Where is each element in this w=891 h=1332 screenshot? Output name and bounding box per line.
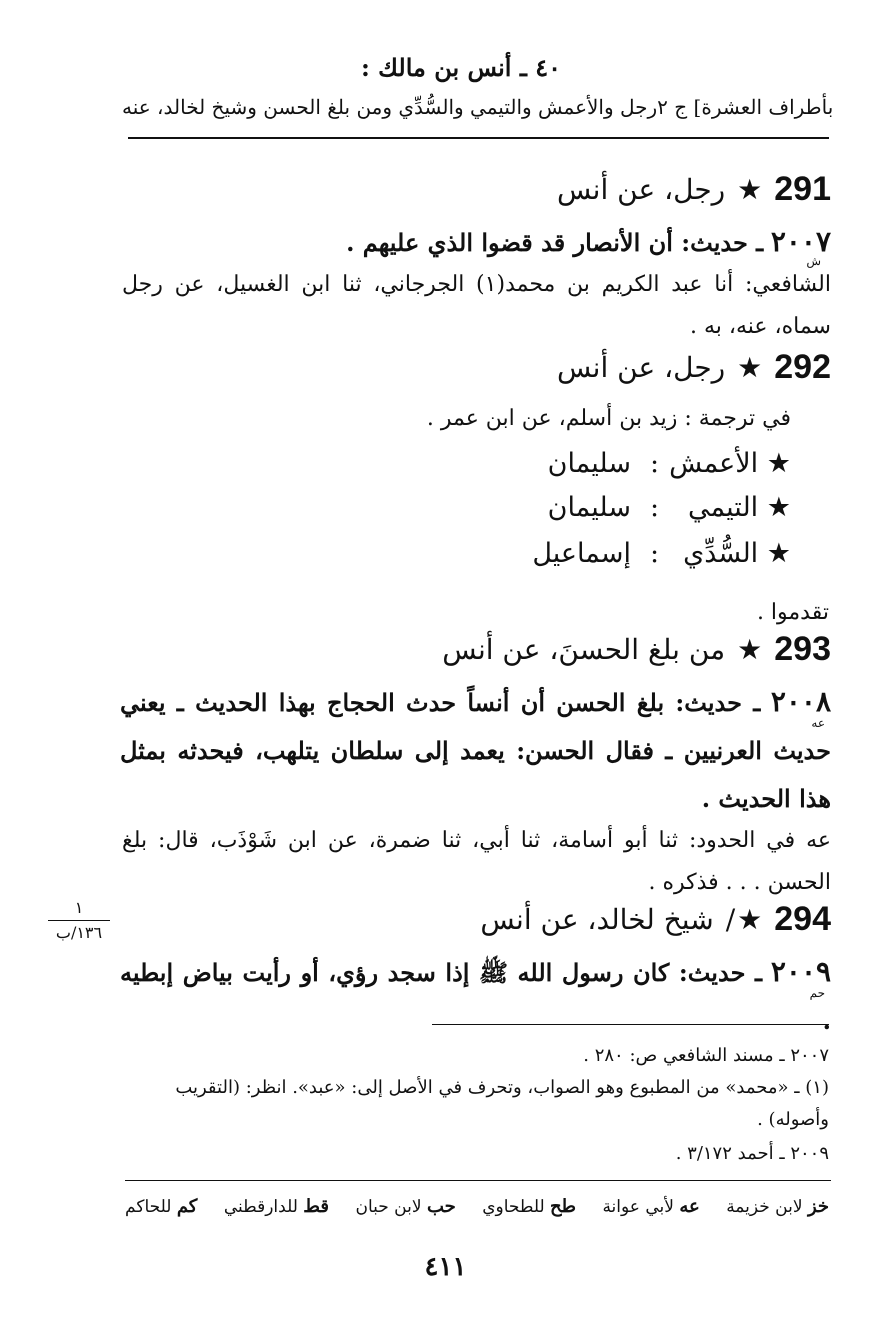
- hadith-text: [120, 948, 831, 1045]
- entry-number: 292: [774, 348, 831, 386]
- list-separator: :: [650, 448, 660, 479]
- abbreviation-item: [482, 1196, 576, 1217]
- list-target: إسماعيل: [532, 538, 631, 569]
- abbreviation-code: خز: [807, 1196, 829, 1217]
- folio-marker: /: [725, 903, 736, 936]
- abbreviation-name: لابن خزيمة: [726, 1197, 803, 1217]
- abbreviation-key: [125, 1196, 829, 1217]
- abbreviation-code: كم: [176, 1196, 198, 1217]
- star-icon: ★: [737, 633, 763, 666]
- abbreviation-item: [602, 1196, 699, 1217]
- abbreviation-item: [726, 1196, 829, 1217]
- star-icon: ★: [766, 448, 791, 479]
- list-item: [532, 538, 791, 569]
- isnad-paragraph: الشافعي: أنا عبد الكريم بن محمد(١) الجرجاني، ثنا ابن الغسيل، عن رجل سماه، عنه، به .: [122, 272, 831, 339]
- entry-title: من بلغ الحسنَ، عن أنس: [442, 633, 726, 666]
- entry-title: شيخ لخالد، عن أنس: [480, 903, 714, 936]
- abbreviation-name: لابن حبان: [355, 1197, 422, 1217]
- list-name: الأعمش: [669, 448, 759, 479]
- hadith-body: ـ حديث: كان رسول الله ﷺ إذا سجد رؤي، أو رأيت بياض إبطيه .: [120, 958, 831, 1035]
- star-icon: ★: [766, 492, 791, 523]
- folio-number: ١: [74, 898, 84, 917]
- source-siglum: حم: [809, 986, 825, 1000]
- list-item: [548, 492, 791, 523]
- list-target: سليمان: [547, 492, 631, 523]
- hadith-number: ٢٠٠٩: [770, 955, 832, 988]
- list-name: السُّدِّي: [683, 538, 759, 569]
- star-icon: ★: [737, 173, 763, 206]
- abbreviation-code: حب: [426, 1196, 456, 1217]
- list-name: التيمي: [688, 492, 759, 523]
- hadith-number: ٢٠٠٧: [770, 225, 831, 258]
- entry-heading: [442, 630, 831, 669]
- hadith-text: [120, 678, 831, 823]
- footnote: (١) ـ «محمد» من المطبوع وهو الصواب، وتحرف في الأصل إلى: «عبد». انظر: (التقريب وأصوله) .: [175, 1077, 829, 1130]
- cross-reference: في ترجمة : زيد بن أسلم، عن ابن عمر .: [426, 406, 791, 431]
- hadith-text: [120, 218, 831, 267]
- list-target: سليمان: [547, 448, 631, 479]
- entry-heading: [557, 348, 831, 387]
- abbreviation-item: [125, 1196, 197, 1217]
- list-separator: :: [650, 492, 660, 523]
- entry-title: رجل، عن أنس: [556, 173, 726, 206]
- list-item: [548, 448, 791, 479]
- running-header: [122, 90, 834, 124]
- star-icon: ★: [737, 351, 763, 384]
- manuscript-folio-note: [44, 898, 114, 943]
- footnote: ٢٠٠٩ ـ أحمد ٣/١٧٢ .: [675, 1143, 829, 1164]
- hadith-body: ـ حديث: بلغ الحسن أن أنساً حدث الحجاج بهذا الحديث ـ يعني حديث العرنيين ـ فقال الحسن: يعمد إلى سلطان يتلهب، فيحدثه بمثل هذا الحديث .: [120, 688, 831, 813]
- star-icon: ★: [737, 903, 763, 936]
- abbreviation-name: للحاكم: [125, 1197, 172, 1217]
- entry-number: 293: [774, 630, 831, 668]
- entry-heading: [480, 900, 831, 939]
- folio-reference: ١٣٦/ب: [55, 923, 103, 942]
- source-siglum: ش: [806, 254, 821, 268]
- entry-title: رجل، عن أنس: [556, 351, 726, 384]
- abbreviation-item: [224, 1196, 329, 1217]
- abbreviation-code: عه: [679, 1196, 700, 1217]
- star-icon: ★: [766, 538, 791, 569]
- abbreviation-rule: [125, 1180, 831, 1181]
- abbreviation-code: طح: [550, 1196, 576, 1217]
- source-siglum: عه: [811, 716, 825, 730]
- hadith-body: ـ حديث: أن الأنصار قد قضوا الذي عليهم .: [346, 228, 764, 257]
- hadith-number: ٢٠٠٨: [770, 685, 831, 718]
- entry-number: 291: [774, 170, 831, 208]
- abbreviation-name: للدارقطني: [223, 1197, 298, 1217]
- section-title: ٤٠ ـ أنس بن مالك :: [360, 53, 561, 82]
- footnote-rule: [432, 1024, 829, 1025]
- abbreviation-item: [355, 1196, 455, 1217]
- entry-number: 294: [774, 900, 831, 938]
- header-rule: [128, 137, 829, 139]
- abbreviation-code: قط: [303, 1196, 329, 1217]
- list-separator: :: [650, 538, 660, 569]
- header-left-text: رجل والأعمش والتيمي والسُّدِّي ومن بلغ الحسن وشيخ لخالد، عنه: [122, 95, 658, 119]
- abbreviation-name: للطحاوي: [482, 1197, 545, 1217]
- closing-note: تقدموا .: [756, 600, 829, 625]
- header-right-text: بأطراف العشرة] ج ٢: [657, 95, 834, 119]
- footnote: ٢٠٠٧ ـ مسند الشافعي ص: ٢٨٠ .: [583, 1045, 829, 1066]
- isnad-paragraph: عه في الحدود: ثنا أبو أسامة، ثنا أبي، ثنا ضمرة، عن ابن شَوْذَب، قال: بلغ الحسن . . . فذكره .: [122, 828, 831, 895]
- folio-divider: [48, 920, 110, 921]
- abbreviation-name: لأبي عوانة: [602, 1197, 674, 1217]
- entry-heading: [557, 170, 831, 209]
- page-number: ٤١١: [424, 1252, 467, 1282]
